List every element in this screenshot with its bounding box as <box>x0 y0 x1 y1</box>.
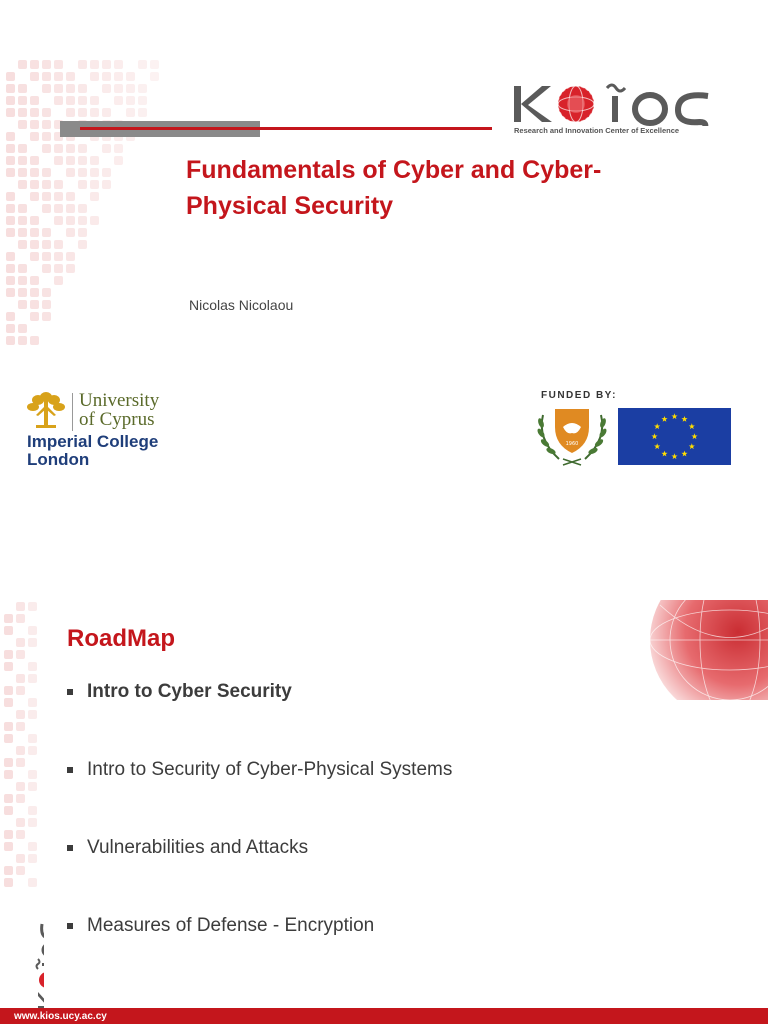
title-line-1: Fundamentals of Cyber and Cyber- <box>186 156 602 184</box>
roadmap-item-text: Measures of Defense - Encryption <box>87 915 375 936</box>
decorative-dot <box>16 782 25 791</box>
decorative-dot <box>42 84 51 93</box>
roadmap-item <box>65 750 665 828</box>
decorative-dot <box>30 168 39 177</box>
decorative-dot <box>16 674 25 683</box>
decorative-dot <box>6 156 15 165</box>
decorative-dot <box>42 60 51 69</box>
author-name: Nicolas Nicolaou <box>189 297 294 313</box>
decorative-dot <box>78 168 87 177</box>
decorative-dot <box>78 180 87 189</box>
bullet-square-icon <box>67 923 73 929</box>
decorative-dot <box>42 72 51 81</box>
decorative-dot <box>30 96 39 105</box>
decorative-dot <box>6 84 15 93</box>
decorative-dot <box>18 168 27 177</box>
kios-vertical-logo <box>8 912 44 1012</box>
decorative-dot <box>4 830 13 839</box>
decorative-dot <box>6 132 15 141</box>
decorative-dot <box>18 336 27 345</box>
ucy-line-1: University <box>79 390 160 411</box>
decorative-dot <box>102 180 111 189</box>
decorative-dot <box>6 324 15 333</box>
decorative-dot <box>28 662 37 671</box>
decorative-dot <box>28 710 37 719</box>
decorative-dot-pattern <box>6 60 166 360</box>
decorative-dot <box>54 264 63 273</box>
decorative-dot <box>54 60 63 69</box>
decorative-dot <box>90 60 99 69</box>
decorative-dot <box>28 698 37 707</box>
ucy-divider <box>72 393 73 431</box>
roadmap-item-text: Vulnerabilities and Attacks <box>87 837 309 858</box>
decorative-dot <box>4 866 13 875</box>
decorative-dot <box>16 602 25 611</box>
decorative-dot <box>42 144 51 153</box>
decorative-dot <box>78 108 87 117</box>
decorative-dot <box>54 84 63 93</box>
decorative-dot <box>4 842 13 851</box>
decorative-dot <box>102 72 111 81</box>
decorative-dot <box>66 144 75 153</box>
ucy-line-2: of Cyprus <box>79 409 155 430</box>
svg-text:1960: 1960 <box>565 441 579 447</box>
decorative-dot <box>30 60 39 69</box>
decorative-dot <box>126 108 135 117</box>
decorative-dot <box>30 108 39 117</box>
decorative-dot <box>30 156 39 165</box>
decorative-dot <box>28 734 37 743</box>
decorative-dot <box>4 614 13 623</box>
decorative-dot <box>28 626 37 635</box>
decorative-dot <box>78 60 87 69</box>
decorative-dot <box>6 216 15 225</box>
decorative-dot <box>42 120 51 129</box>
decorative-dot <box>28 674 37 683</box>
roadmap-item <box>65 672 665 750</box>
decorative-dot <box>30 120 39 129</box>
decorative-dot <box>4 686 13 695</box>
decorative-dot <box>6 168 15 177</box>
decorative-dot <box>18 300 27 309</box>
decorative-dot <box>16 854 25 863</box>
decorative-dot <box>54 96 63 105</box>
decorative-dot <box>18 276 27 285</box>
decorative-dot <box>30 300 39 309</box>
footer-bar <box>0 1008 768 1024</box>
decorative-dot <box>102 84 111 93</box>
decorative-dot <box>30 192 39 201</box>
decorative-dot <box>66 84 75 93</box>
decorative-dot <box>42 228 51 237</box>
decorative-dot <box>66 264 75 273</box>
decorative-dot <box>42 288 51 297</box>
decorative-dot <box>30 240 39 249</box>
decorative-dot <box>90 192 99 201</box>
decorative-dot <box>16 818 25 827</box>
decorative-dot <box>54 192 63 201</box>
bullet-square-icon <box>67 689 73 695</box>
eu-star <box>651 433 657 439</box>
decorative-dot <box>42 204 51 213</box>
decorative-dot <box>66 96 75 105</box>
funded-by-label: FUNDED BY: <box>541 390 617 401</box>
decorative-dot <box>66 156 75 165</box>
decorative-dot <box>16 746 25 755</box>
decorative-dot <box>4 698 13 707</box>
decorative-dot <box>6 288 15 297</box>
decorative-dot <box>66 252 75 261</box>
decorative-dot <box>42 240 51 249</box>
bullet-square-icon <box>67 767 73 773</box>
decorative-dot <box>30 276 39 285</box>
decorative-dot <box>18 144 27 153</box>
decorative-dot <box>6 312 15 321</box>
decorative-dot <box>16 794 25 803</box>
decorative-dot <box>138 108 147 117</box>
decorative-dot <box>42 264 51 273</box>
decorative-dot <box>42 300 51 309</box>
kios-logo-mark <box>512 74 752 126</box>
decorative-dot <box>4 794 13 803</box>
eu-star <box>661 416 667 422</box>
decorative-dot <box>30 288 39 297</box>
decorative-dot <box>150 60 159 69</box>
decorative-dot <box>18 324 27 333</box>
imperial-college-name <box>27 433 158 469</box>
title-line-2: Physical Security <box>186 192 394 220</box>
decorative-dot <box>126 84 135 93</box>
decorative-dot <box>28 842 37 851</box>
decorative-dot-pattern <box>4 602 44 902</box>
decorative-dot <box>138 84 147 93</box>
decorative-dot <box>66 228 75 237</box>
decorative-dot <box>30 336 39 345</box>
decorative-dot <box>28 782 37 791</box>
decorative-dot <box>28 854 37 863</box>
decorative-dot <box>4 650 13 659</box>
decorative-dot <box>102 60 111 69</box>
roadmap-item <box>65 828 665 906</box>
decorative-dot <box>18 60 27 69</box>
decorative-dot <box>54 252 63 261</box>
decorative-dot <box>42 180 51 189</box>
decorative-dot <box>18 96 27 105</box>
decorative-dot <box>18 288 27 297</box>
eu-star <box>661 451 667 457</box>
university-of-cyprus-name <box>79 391 159 429</box>
footer-url: www.kios.ucy.ac.cy <box>14 1011 107 1022</box>
imperial-line-1: Imperial College <box>27 432 159 451</box>
decorative-dot <box>4 662 13 671</box>
roadmap-item <box>65 906 665 984</box>
red-accent-line <box>80 127 492 130</box>
decorative-dot <box>90 216 99 225</box>
decorative-dot <box>138 60 147 69</box>
eu-star <box>654 443 660 449</box>
decorative-dot <box>66 108 75 117</box>
decorative-dot <box>78 240 87 249</box>
decorative-dot <box>54 156 63 165</box>
decorative-dot <box>16 830 25 839</box>
decorative-dot <box>6 252 15 261</box>
decorative-dot <box>114 84 123 93</box>
decorative-dot <box>30 72 39 81</box>
decorative-dot <box>16 758 25 767</box>
decorative-dot <box>90 72 99 81</box>
decorative-dot <box>6 264 15 273</box>
decorative-dot <box>54 72 63 81</box>
decorative-dot <box>42 252 51 261</box>
decorative-dot <box>126 96 135 105</box>
decorative-dot <box>54 180 63 189</box>
decorative-dot <box>90 108 99 117</box>
decorative-dot <box>78 216 87 225</box>
decorative-dot <box>150 72 159 81</box>
decorative-dot <box>16 866 25 875</box>
eu-star <box>654 423 660 429</box>
decorative-dot <box>28 770 37 779</box>
eu-star <box>689 443 695 449</box>
decorative-dot <box>66 192 75 201</box>
decorative-dot <box>16 710 25 719</box>
decorative-dot <box>6 144 15 153</box>
decorative-dot <box>16 614 25 623</box>
decorative-dot <box>4 734 13 743</box>
decorative-dot <box>54 216 63 225</box>
decorative-dot <box>4 806 13 815</box>
decorative-dot <box>18 156 27 165</box>
decorative-dot <box>28 638 37 647</box>
slide-title: RoadMap <box>67 625 175 652</box>
decorative-dot <box>18 216 27 225</box>
decorative-dot <box>90 180 99 189</box>
decorative-dot <box>18 108 27 117</box>
decorative-dot <box>54 204 63 213</box>
decorative-dot <box>42 132 51 141</box>
kios-tagline: Research and Innovation Center of Excellence <box>514 126 680 135</box>
decorative-dot <box>42 312 51 321</box>
eu-star <box>681 416 687 422</box>
decorative-dot <box>42 108 51 117</box>
decorative-dot <box>18 180 27 189</box>
decorative-dot <box>4 722 13 731</box>
decorative-dot <box>78 156 87 165</box>
decorative-dot <box>28 602 37 611</box>
decorative-dot <box>6 192 15 201</box>
decorative-dot <box>102 144 111 153</box>
decorative-dot <box>66 216 75 225</box>
decorative-dot <box>78 84 87 93</box>
decorative-dot <box>16 686 25 695</box>
decorative-dot <box>6 108 15 117</box>
decorative-dot <box>66 204 75 213</box>
decorative-dot <box>114 96 123 105</box>
decorative-dot <box>102 168 111 177</box>
decorative-dot <box>4 626 13 635</box>
decorative-dot <box>30 252 39 261</box>
decorative-dot <box>30 180 39 189</box>
eu-star <box>689 423 695 429</box>
decorative-dot <box>16 650 25 659</box>
decorative-dot <box>6 336 15 345</box>
decorative-dot <box>78 144 87 153</box>
presentation-title <box>186 152 706 224</box>
decorative-dot <box>42 168 51 177</box>
decorative-dot <box>6 204 15 213</box>
decorative-dot <box>30 132 39 141</box>
decorative-dot <box>28 878 37 887</box>
decorative-dot <box>114 60 123 69</box>
decorative-dot <box>90 156 99 165</box>
imperial-line-2: London <box>27 450 90 469</box>
roadmap-item-text: Intro to Security of Cyber-Physical Systems <box>87 759 453 780</box>
decorative-dot <box>54 144 63 153</box>
eu-flag <box>618 408 731 465</box>
decorative-dot <box>102 108 111 117</box>
decorative-dot <box>42 192 51 201</box>
decorative-dot <box>6 96 15 105</box>
decorative-dot <box>126 72 135 81</box>
roadmap-item-text: Intro to Cyber Security <box>87 681 292 702</box>
decorative-dot <box>78 96 87 105</box>
decorative-dot <box>114 144 123 153</box>
decorative-dot <box>54 240 63 249</box>
decorative-dot <box>30 312 39 321</box>
roadmap-slide <box>0 512 768 1024</box>
eu-star <box>681 451 687 457</box>
eu-star <box>671 453 677 459</box>
decorative-dot <box>78 204 87 213</box>
eu-star <box>671 413 677 419</box>
decorative-dot <box>4 758 13 767</box>
decorative-dot <box>28 806 37 815</box>
decorative-dot <box>6 228 15 237</box>
roadmap-list <box>65 672 665 984</box>
decorative-dot <box>18 84 27 93</box>
eu-stars <box>618 408 731 465</box>
decorative-dot <box>66 72 75 81</box>
decorative-dot <box>16 722 25 731</box>
decorative-dot <box>114 156 123 165</box>
decorative-dot <box>18 204 27 213</box>
decorative-dot <box>4 770 13 779</box>
decorative-dot <box>66 168 75 177</box>
university-of-cyprus-tree-icon <box>24 391 68 431</box>
decorative-dot <box>90 96 99 105</box>
decorative-dot <box>18 264 27 273</box>
cyprus-emblem-icon <box>533 405 611 467</box>
decorative-dot <box>28 818 37 827</box>
decorative-dot <box>54 276 63 285</box>
decorative-dot <box>114 72 123 81</box>
decorative-dot <box>90 168 99 177</box>
decorative-dot <box>30 216 39 225</box>
decorative-dot <box>78 228 87 237</box>
decorative-dot <box>16 638 25 647</box>
decorative-dot <box>28 746 37 755</box>
decorative-dot <box>6 72 15 81</box>
decorative-dot <box>18 228 27 237</box>
eu-star <box>691 433 697 439</box>
decorative-dot <box>138 96 147 105</box>
decorative-dot <box>4 878 13 887</box>
decorative-dot <box>18 120 27 129</box>
decorative-dot <box>6 276 15 285</box>
decorative-dot <box>30 228 39 237</box>
bullet-square-icon <box>67 845 73 851</box>
decorative-dot <box>18 240 27 249</box>
